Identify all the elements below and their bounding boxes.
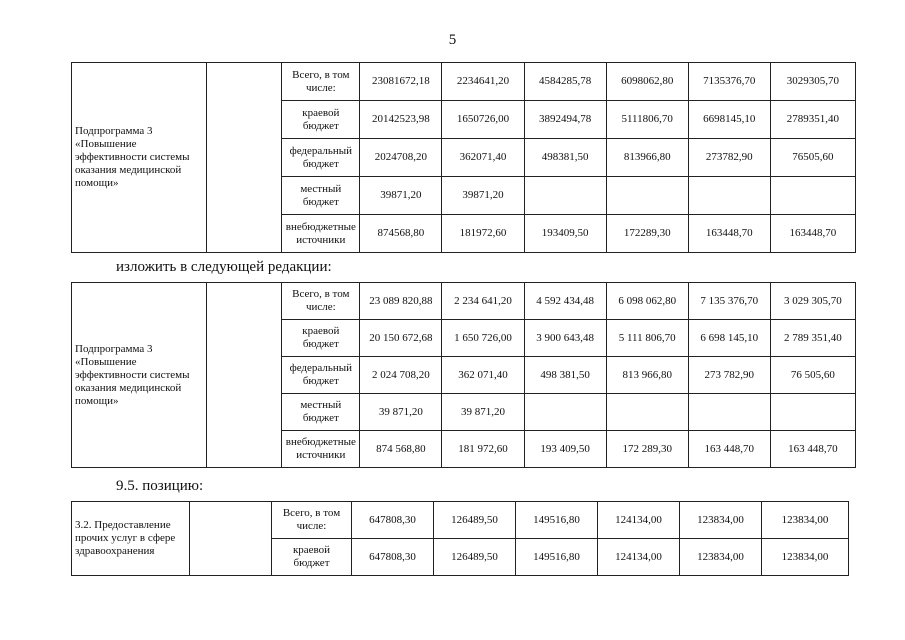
value-cell xyxy=(688,394,770,431)
subprogram-name: Подпрограмма 3 «Повышение эффективности системы оказания медицинской помощи» xyxy=(72,63,207,253)
value-cell: 23081672,18 xyxy=(360,63,442,101)
empty-cell xyxy=(190,502,272,576)
service-name: 3.2. Предоставление прочих услуг в сфере здравоохранения xyxy=(72,502,190,576)
value-cell xyxy=(524,177,606,215)
value-cell: 172 289,30 xyxy=(606,431,688,468)
row-label: краевой бюджет xyxy=(272,539,352,576)
value-cell: 6 698 145,10 xyxy=(688,320,770,357)
value-cell: 126489,50 xyxy=(434,502,516,539)
value-cell xyxy=(770,177,855,215)
value-cell: 39 871,20 xyxy=(442,394,524,431)
section-caption: изложить в следующей редакции: xyxy=(116,259,332,275)
value-cell: 3 900 643,48 xyxy=(524,320,606,357)
value-cell xyxy=(606,177,688,215)
value-cell: 4 592 434,48 xyxy=(524,283,606,320)
value-cell: 813 966,80 xyxy=(606,357,688,394)
value-cell: 39 871,20 xyxy=(360,394,442,431)
value-cell: 6698145,10 xyxy=(688,101,770,139)
value-cell: 6 098 062,80 xyxy=(606,283,688,320)
value-cell: 3892494,78 xyxy=(524,101,606,139)
budget-table-original xyxy=(71,62,856,253)
value-cell xyxy=(524,394,606,431)
value-cell: 123834,00 xyxy=(762,502,849,539)
value-cell: 172289,30 xyxy=(606,215,688,253)
value-cell: 76 505,60 xyxy=(770,357,855,394)
value-cell: 2 024 708,20 xyxy=(360,357,442,394)
value-cell: 39871,20 xyxy=(442,177,524,215)
row-label: федеральный бюджет xyxy=(282,139,360,177)
value-cell: 3029305,70 xyxy=(770,63,855,101)
value-cell: 647808,30 xyxy=(352,539,434,576)
value-cell xyxy=(770,394,855,431)
value-cell: 7 135 376,70 xyxy=(688,283,770,320)
value-cell: 2789351,40 xyxy=(770,101,855,139)
row-label: местный бюджет xyxy=(282,177,360,215)
table-row xyxy=(72,502,849,539)
section-caption: 9.5. позицию: xyxy=(116,478,204,494)
subprogram-name: Подпрограмма 3 «Повышение эффективности системы оказания медицинской помощи» xyxy=(72,283,207,468)
value-cell: 181 972,60 xyxy=(442,431,524,468)
page-number: 5 xyxy=(448,32,457,48)
value-cell: 2234641,20 xyxy=(442,63,524,101)
value-cell: 362 071,40 xyxy=(442,357,524,394)
value-cell: 163 448,70 xyxy=(688,431,770,468)
value-cell: 39871,20 xyxy=(360,177,442,215)
value-cell: 7135376,70 xyxy=(688,63,770,101)
value-cell: 874 568,80 xyxy=(360,431,442,468)
value-cell: 20142523,98 xyxy=(360,101,442,139)
row-label: внебюджетные источники xyxy=(282,431,360,468)
empty-cell xyxy=(207,63,282,253)
value-cell: 2024708,20 xyxy=(360,139,442,177)
value-cell: 124134,00 xyxy=(598,539,680,576)
value-cell: 123834,00 xyxy=(680,502,762,539)
row-label: Всего, в том числе: xyxy=(282,63,360,101)
value-cell: 181972,60 xyxy=(442,215,524,253)
empty-cell xyxy=(207,283,282,468)
value-cell: 1 650 726,00 xyxy=(442,320,524,357)
value-cell: 149516,80 xyxy=(516,502,598,539)
row-label: Всего, в том числе: xyxy=(282,283,360,320)
value-cell: 123834,00 xyxy=(680,539,762,576)
value-cell: 362071,40 xyxy=(442,139,524,177)
value-cell xyxy=(606,394,688,431)
value-cell: 813966,80 xyxy=(606,139,688,177)
table-row xyxy=(72,63,856,101)
table-row xyxy=(72,283,856,320)
value-cell: 163448,70 xyxy=(770,215,855,253)
value-cell: 124134,00 xyxy=(598,502,680,539)
budget-table-revised xyxy=(71,282,856,468)
row-label: федеральный бюджет xyxy=(282,357,360,394)
value-cell: 2 789 351,40 xyxy=(770,320,855,357)
row-label: местный бюджет xyxy=(282,394,360,431)
value-cell xyxy=(688,177,770,215)
value-cell: 4584285,78 xyxy=(524,63,606,101)
value-cell: 163 448,70 xyxy=(770,431,855,468)
value-cell: 126489,50 xyxy=(434,539,516,576)
value-cell: 149516,80 xyxy=(516,539,598,576)
value-cell: 123834,00 xyxy=(762,539,849,576)
value-cell: 163448,70 xyxy=(688,215,770,253)
value-cell: 3 029 305,70 xyxy=(770,283,855,320)
value-cell: 498381,50 xyxy=(524,139,606,177)
value-cell: 193409,50 xyxy=(524,215,606,253)
row-label: внебюджетные источники xyxy=(282,215,360,253)
value-cell: 23 089 820,88 xyxy=(360,283,442,320)
value-cell: 1650726,00 xyxy=(442,101,524,139)
value-cell: 6098062,80 xyxy=(606,63,688,101)
value-cell: 273 782,90 xyxy=(688,357,770,394)
value-cell: 193 409,50 xyxy=(524,431,606,468)
value-cell: 76505,60 xyxy=(770,139,855,177)
value-cell: 5111806,70 xyxy=(606,101,688,139)
value-cell: 498 381,50 xyxy=(524,357,606,394)
value-cell: 2 234 641,20 xyxy=(442,283,524,320)
row-label: Всего, в том числе: xyxy=(272,502,352,539)
value-cell: 273782,90 xyxy=(688,139,770,177)
services-table xyxy=(71,501,849,576)
value-cell: 20 150 672,68 xyxy=(360,320,442,357)
row-label: краевой бюджет xyxy=(282,101,360,139)
value-cell: 5 111 806,70 xyxy=(606,320,688,357)
row-label: краевой бюджет xyxy=(282,320,360,357)
value-cell: 647808,30 xyxy=(352,502,434,539)
value-cell: 874568,80 xyxy=(360,215,442,253)
